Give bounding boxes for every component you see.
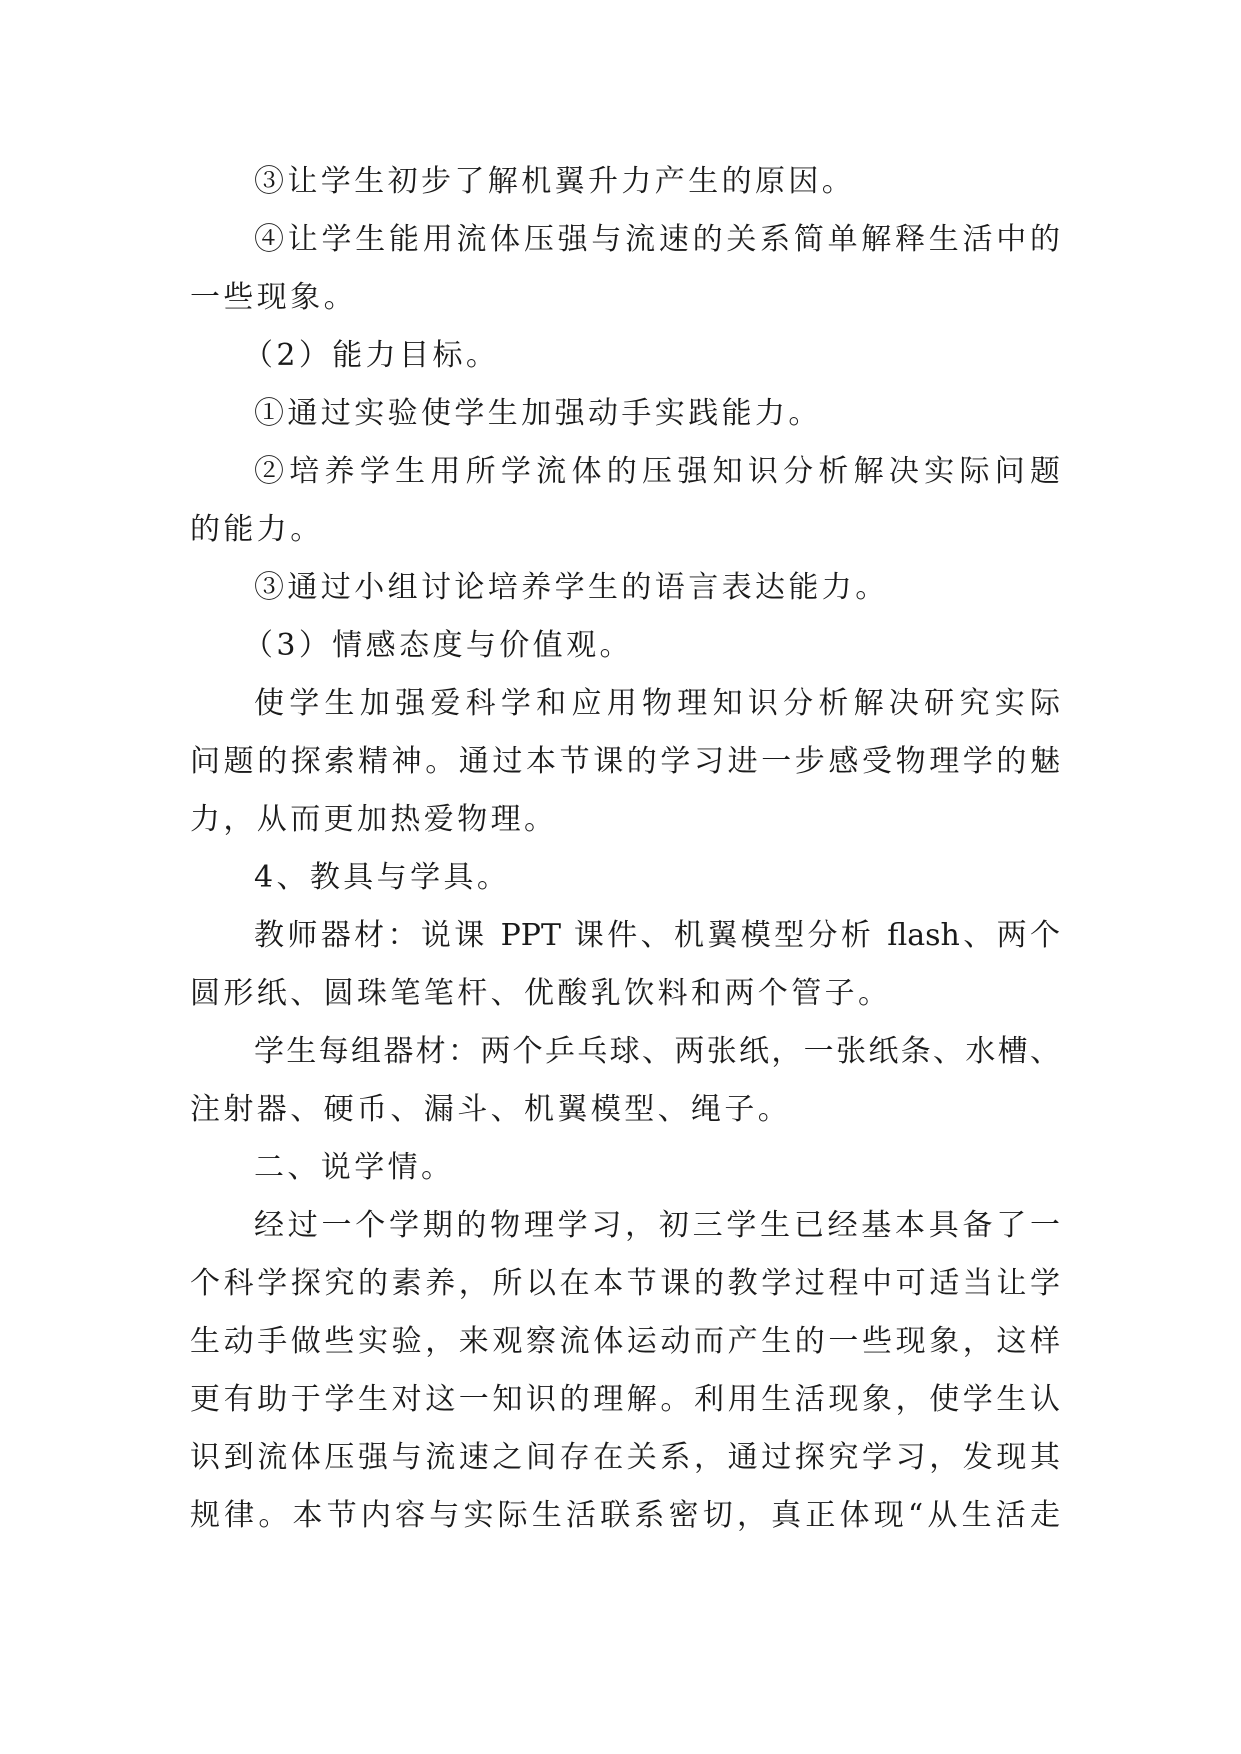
ability-1-line: ①通过实验使学生加强动手实践能力。 [254,396,822,431]
ability-2-line-2: 的能力。 [190,512,324,547]
learner-paragraph-line-5: 识到流体压强与流速之间存在关系，通过探究学习，发现其 [190,1440,1060,1475]
learner-paragraph-line-2: 个科学探究的素养，所以在本节课的教学过程中可适当让学 [190,1266,1060,1301]
learner-paragraph-line-3: 生动手做些实验，来观察流体运动而产生的一些现象，这样 [190,1324,1060,1359]
learner-paragraph-line-1: 经过一个学期的物理学习，初三学生已经基本具备了一 [254,1208,1060,1243]
ability-2-line-1: ②培养学生用所学流体的压强知识分析解决实际问题 [254,454,1060,489]
ability-goal-heading: （2）能力目标。 [243,338,500,373]
teacher-materials-line-1: 教师器材：说课 PPT 课件、机翼模型分析 flash、两个 [254,918,1060,953]
student-materials-line-1: 学生每组器材：两个乒乓球、两张纸，一张纸条、水槽、 [254,1034,1060,1069]
teaching-tools-heading: 4、教具与学具。 [254,860,511,895]
student-materials-line-2: 注射器、硬币、漏斗、机翼模型、绳子。 [190,1092,792,1127]
learner-paragraph-line-6: 规律。本节内容与实际生活联系密切，真正体现“从生活走 [190,1498,1060,1533]
emotion-paragraph-line-3: 力，从而更加热爱物理。 [190,802,558,837]
emotion-paragraph-line-1: 使学生加强爱科学和应用物理知识分析解决研究实际 [254,686,1060,721]
ability-3-line: ③通过小组讨论培养学生的语言表达能力。 [254,570,889,605]
learner-paragraph-line-4: 更有助于学生对这一知识的理解。利用生活现象，使学生认 [190,1382,1060,1417]
objective-4-line-1: ④让学生能用流体压强与流速的关系简单解释生活中的 [254,222,1060,257]
teacher-materials-line-2: 圆形纸、圆珠笔笔杆、优酸乳饮料和两个管子。 [190,976,892,1011]
emotion-paragraph-line-2: 问题的探索精神。通过本节课的学习进一步感受物理学的魅 [190,744,1060,779]
objective-3-line: ③让学生初步了解机翼升力产生的原因。 [254,164,856,199]
emotion-goal-heading: （3）情感态度与价值观。 [243,628,633,663]
objective-4-line-2: 一些现象。 [190,280,357,315]
learner-analysis-heading: 二、说学情。 [254,1150,455,1185]
